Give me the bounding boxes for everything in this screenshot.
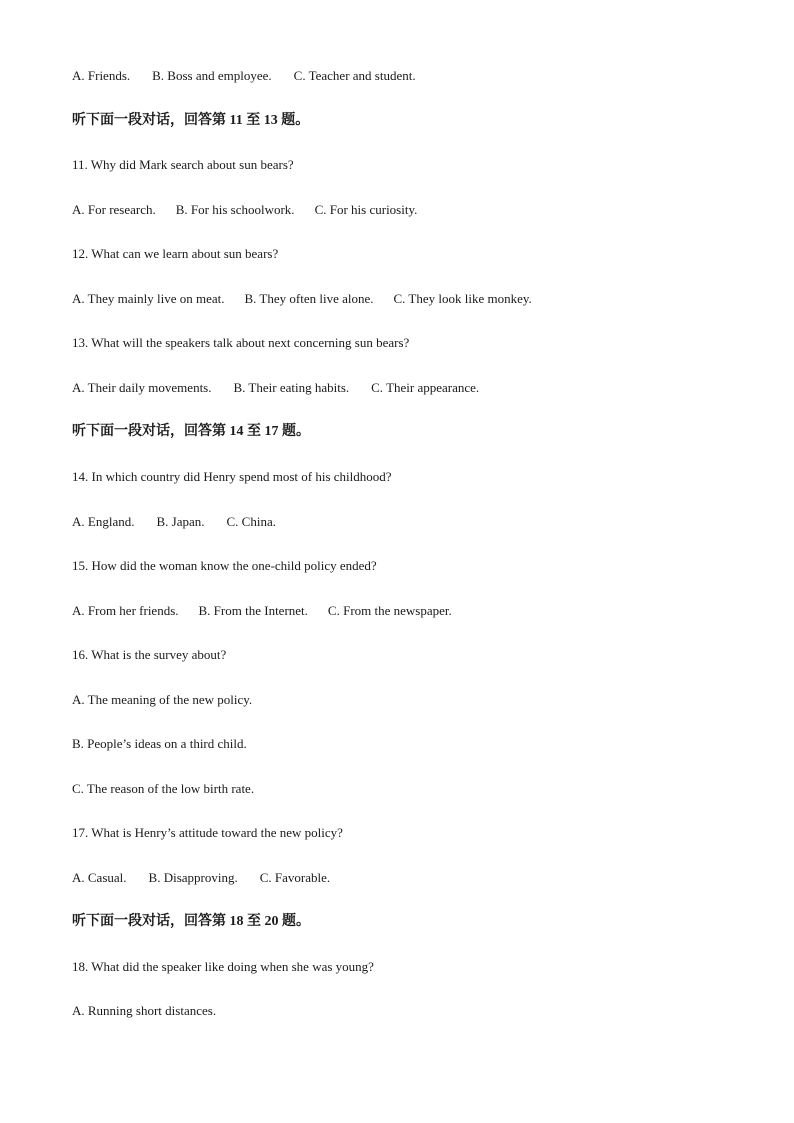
option-c: C. Teacher and student. bbox=[293, 68, 416, 83]
option-b: B. They often live alone. bbox=[244, 291, 374, 306]
question-16: 16. What is the survey about? bbox=[72, 647, 227, 662]
option-16-a: A. The meaning of the new policy. bbox=[72, 692, 253, 707]
option-c: C. They look like monkey. bbox=[393, 291, 532, 306]
section-heading-14-17: 听下面一段对话，回答第 14 至 17 题。 bbox=[72, 424, 310, 439]
option-a: A. England. bbox=[72, 514, 135, 529]
options-row-q11 bbox=[72, 202, 417, 218]
options-row-q12 bbox=[72, 291, 532, 307]
options-row-q17 bbox=[72, 870, 330, 886]
option-a: A. They mainly live on meat. bbox=[72, 291, 225, 306]
option-b: B. Boss and employee. bbox=[152, 68, 272, 83]
option-a: A. For research. bbox=[72, 202, 156, 217]
option-16-b: B. People’s ideas on a third child. bbox=[72, 736, 247, 751]
option-a: A. Friends. bbox=[72, 68, 131, 83]
option-b: B. For his schoolwork. bbox=[175, 202, 295, 217]
option-b: B. From the Internet. bbox=[198, 603, 308, 618]
options-row-q15 bbox=[72, 603, 452, 619]
question-11: 11. Why did Mark search about sun bears? bbox=[72, 157, 294, 172]
question-17: 17. What is Henry’s attitude toward the new policy? bbox=[72, 825, 343, 840]
option-c: C. For his curiosity. bbox=[314, 202, 418, 217]
question-18: 18. What did the speaker like doing when she was young? bbox=[72, 959, 374, 974]
question-13: 13. What will the speakers talk about next concerning sun bears? bbox=[72, 335, 410, 350]
option-a: A. Their daily movements. bbox=[72, 380, 212, 395]
option-c: C. Favorable. bbox=[259, 870, 331, 885]
option-c: C. Their appearance. bbox=[371, 380, 480, 395]
question-12: 12. What can we learn about sun bears? bbox=[72, 246, 279, 261]
options-row-q10 bbox=[72, 68, 416, 84]
option-a: A. Casual. bbox=[72, 870, 127, 885]
option-18-a: A. Running short distances. bbox=[72, 1003, 217, 1018]
option-16-c: C. The reason of the low birth rate. bbox=[72, 781, 255, 796]
option-b: B. Their eating habits. bbox=[233, 380, 350, 395]
option-b: B. Japan. bbox=[156, 514, 205, 529]
section-heading-18-20: 听下面一段对话，回答第 18 至 20 题。 bbox=[72, 914, 310, 929]
options-row-q13 bbox=[72, 380, 479, 396]
option-b: B. Disapproving. bbox=[148, 870, 238, 885]
section-heading-11-13: 听下面一段对话，回答第 11 至 13 题。 bbox=[72, 113, 310, 128]
option-c: C. China. bbox=[226, 514, 276, 529]
question-14: 14. In which country did Henry spend most of his childhood? bbox=[72, 469, 392, 484]
question-15: 15. How did the woman know the one-child policy ended? bbox=[72, 558, 377, 573]
option-c: C. From the newspaper. bbox=[327, 603, 452, 618]
option-a: A. From her friends. bbox=[72, 603, 179, 618]
options-row-q14 bbox=[72, 514, 276, 530]
